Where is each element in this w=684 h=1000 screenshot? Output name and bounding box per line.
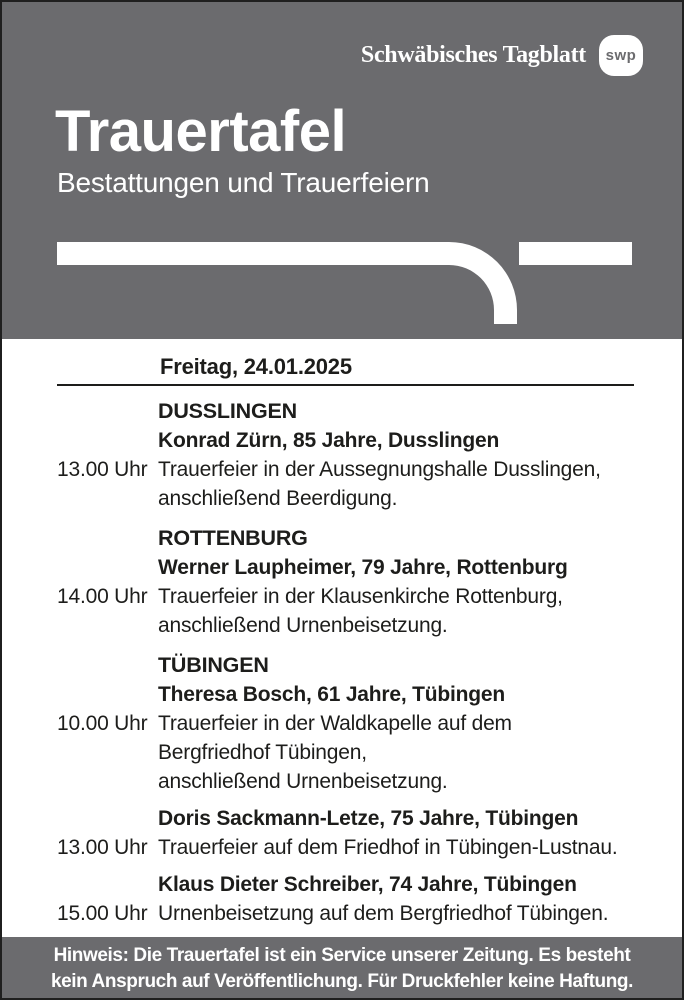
pipe-elbow-shape bbox=[57, 242, 517, 324]
footer-label: Hinweis: bbox=[53, 945, 129, 966]
entry-details bbox=[158, 709, 634, 796]
city-heading: TÜBINGEN bbox=[158, 653, 269, 677]
footer-text-1: Die Trauertafel ist ein Service unserer Zeitung. Es besteht bbox=[128, 945, 631, 966]
swp-logo-text: swp bbox=[605, 47, 637, 64]
entry-detail-line: Trauerfeier in der Klausenkirche Rottenburg, bbox=[158, 585, 563, 608]
deceased-name: Werner Laupheimer, 79 Jahre, Rottenburg bbox=[158, 556, 568, 579]
entry-details bbox=[158, 582, 634, 640]
entry-detail-row bbox=[57, 455, 634, 513]
obituary-entry bbox=[57, 680, 634, 796]
obituary-list bbox=[2, 339, 682, 928]
entry-detail-line: Trauerfeier auf dem Friedhof in Tübingen-Lustnau. bbox=[158, 836, 618, 859]
deceased-name: Theresa Bosch, 61 Jahre, Tübingen bbox=[158, 683, 506, 706]
entry-time: 15.00 Uhr bbox=[57, 902, 148, 925]
pipe-decoration-graphic bbox=[2, 2, 684, 341]
entry-detail-row bbox=[57, 833, 634, 862]
footer-line-1 bbox=[2, 943, 682, 969]
deceased-name: Klaus Dieter Schreiber, 74 Jahre, Tübingen bbox=[158, 873, 577, 896]
masthead bbox=[2, 2, 682, 339]
entry-detail-row bbox=[57, 899, 634, 928]
entry-details bbox=[158, 833, 634, 862]
entry-time: 14.00 Uhr bbox=[57, 585, 148, 608]
city-section-tuebingen bbox=[57, 651, 634, 928]
footer-line-2: kein Anspruch auf Veröffentlichung. Für Druckfehler keine Haftung. bbox=[50, 971, 634, 992]
divider-rule bbox=[57, 384, 634, 386]
date-heading: Freitag, 24.01.2025 bbox=[160, 354, 352, 379]
entry-details bbox=[158, 899, 634, 928]
city-heading: DUSSLINGEN bbox=[158, 399, 297, 423]
city-section-rottenburg bbox=[57, 524, 634, 640]
entry-detail-row bbox=[57, 709, 634, 796]
entry-detail-line: Urnenbeisetzung auf dem Bergfriedhof Tübingen. bbox=[158, 902, 609, 925]
entry-detail-row bbox=[57, 582, 634, 640]
newspaper-name: Schwäbisches Tagblatt bbox=[360, 42, 586, 68]
city-section-dusslingen bbox=[57, 397, 634, 513]
obituary-entry bbox=[57, 426, 634, 513]
footer-notice bbox=[2, 937, 682, 998]
entry-detail-line: anschließend Urnenbeisetzung. bbox=[158, 614, 448, 637]
entry-detail-line: Bergfriedhof Tübingen, bbox=[158, 741, 367, 764]
entry-detail-line: Trauerfeier in der Aussegnungshalle Dusslingen, bbox=[158, 458, 601, 481]
obituary-entry bbox=[57, 870, 634, 928]
deceased-name: Doris Sackmann-Letze, 75 Jahre, Tübingen bbox=[158, 807, 579, 830]
obituary-entry bbox=[57, 553, 634, 640]
page-title: Trauertafel bbox=[55, 99, 347, 164]
deceased-name: Konrad Zürn, 85 Jahre, Dusslingen bbox=[158, 429, 500, 452]
entry-time: 10.00 Uhr bbox=[57, 712, 148, 735]
entry-time: 13.00 Uhr bbox=[57, 458, 148, 481]
entry-detail-line: anschließend Urnenbeisetzung. bbox=[158, 770, 448, 793]
entry-detail-line: Trauerfeier in der Waldkapelle auf dem bbox=[158, 712, 512, 735]
obituary-entry bbox=[57, 804, 634, 862]
page-subtitle: Bestattungen und Trauerfeiern bbox=[57, 167, 430, 198]
entry-details bbox=[158, 455, 634, 513]
entry-detail-line: anschließend Beerdigung. bbox=[158, 487, 398, 510]
entry-time: 13.00 Uhr bbox=[57, 836, 148, 859]
pipe-right-bar bbox=[519, 242, 632, 265]
city-heading: ROTTENBURG bbox=[158, 526, 308, 550]
